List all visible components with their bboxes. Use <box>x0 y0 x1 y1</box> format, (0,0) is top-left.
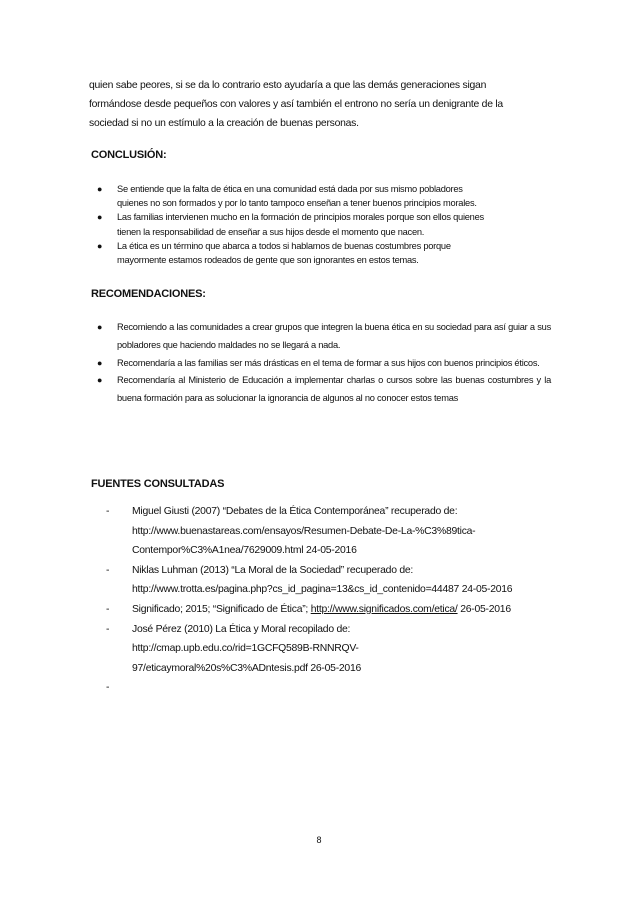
dash-bullet: - <box>106 564 110 576</box>
source-item <box>91 620 551 679</box>
source-url: http://www.buenastareas.com/ensayos/Resumen-Debate-De-La-%C3%89tica- <box>132 525 476 537</box>
recommendation-item <box>91 355 551 373</box>
conclusion-item-text: Se entiende que la falta de ética en una comunidad está dada por sus mismo pobladores <box>117 184 463 194</box>
source-url: http://cmap.upb.edu.co/rid=1GCFQ589B-RNNRQV- <box>132 643 359 655</box>
dash-bullet: - <box>106 506 110 517</box>
conclusion-item-text: La ética es un término que abarca a todos si hablamos de buenas costumbres porque <box>117 240 451 251</box>
recommendation-item <box>91 319 551 355</box>
intro-line: sociedad si no un estímulo a la creación de buenas personas. <box>89 118 359 129</box>
conclusion-item <box>91 239 551 267</box>
source-item <box>91 600 551 620</box>
bullet-icon: ● <box>97 212 103 223</box>
recommendation-item <box>91 372 551 408</box>
page-number: 8 <box>316 835 322 845</box>
source-item <box>91 561 551 600</box>
recommendation-item-text: Recomiendo a las comunidades a crear grupos que integren la buena ética en su sociedad para así guiar a sus pobladores que haciendo maldades no se llegará a nada. <box>117 322 551 350</box>
dash-bullet: - <box>106 623 110 635</box>
conclusion-item-text: mayormente estamos rodeados de gente que son ignorantes en estos temas. <box>117 255 419 266</box>
intro-line: formándose desde pequeños con valores y así también el entrono no sería un denigrante de la <box>89 99 503 110</box>
recommendations-list <box>91 319 551 408</box>
recommendations-heading: RECOMENDACIONES: <box>91 288 206 300</box>
source-text: Niklas Luhman (2013) “La Moral de la Sociedad” recuperado de: <box>132 564 414 576</box>
source-text: Significado; 2015; “Significado de Ética”; <box>132 603 311 615</box>
source-url: Contempor%C3%A1nea/7629009.html 24-05-2016 <box>132 545 357 557</box>
source-text: Miguel Giusti (2007) “Debates de la Ética Contemporánea” recuperado de: <box>132 506 458 517</box>
recommendation-item-text: Recomendaría al Ministerio de Educación a implementar charlas o cursos sobre las buenas costumbres y la buena formación para as solucionar la ignorancia de algunos al no conocer estos temas <box>117 375 551 404</box>
bullet-icon: ● <box>97 375 103 386</box>
conclusion-item <box>91 210 551 238</box>
bullet-icon: ● <box>97 322 103 332</box>
conclusion-item-text: Las familias intervienen mucho en la formación de principios morales porque son ellos quienes <box>117 212 484 223</box>
source-item-empty <box>91 678 551 698</box>
source-url: 97/eticaymoral%20s%C3%ADntesis.pdf 26-05-2016 <box>132 662 362 674</box>
dash-bullet: - <box>106 603 110 615</box>
source-url: http://www.trotta.es/pagina.php?cs_id_pagina=13&cs_id_contenido=44487 24-05-2016 <box>132 584 513 596</box>
conclusion-heading: CONCLUSIÓN: <box>91 149 167 161</box>
dash-bullet: - <box>106 682 110 694</box>
conclusion-item <box>91 182 551 210</box>
source-date: 26-05-2016 <box>457 603 511 615</box>
intro-line: quien sabe peores, si se da lo contrario esto ayudaría a que las demás generaciones sigan <box>89 80 487 91</box>
source-text: José Pérez (2010) La Ética y Moral recopilado de: <box>132 623 351 635</box>
bullet-icon: ● <box>97 240 103 251</box>
significados-link[interactable]: http://www.significados.com/etica/ <box>310 603 458 615</box>
conclusion-item-text: tienen la responsabilidad de enseñar a sus hijos desde el momento que nacen. <box>117 226 425 237</box>
conclusion-list <box>91 182 551 267</box>
bullet-icon: ● <box>97 357 103 368</box>
recommendation-item-text: Recomendaría a las familias ser más drásticas en el tema de formar a sus hijos con buenos principios éticos. <box>117 357 540 368</box>
sources-list <box>91 502 551 698</box>
source-item <box>91 502 551 561</box>
intro-paragraph <box>89 76 551 133</box>
bullet-icon: ● <box>97 184 103 194</box>
conclusion-item-text: quienes no son formados y por lo tanto tampoco enseñan a tener buenos principios morales. <box>117 198 477 209</box>
sources-heading: FUENTES CONSULTADAS <box>91 478 225 490</box>
